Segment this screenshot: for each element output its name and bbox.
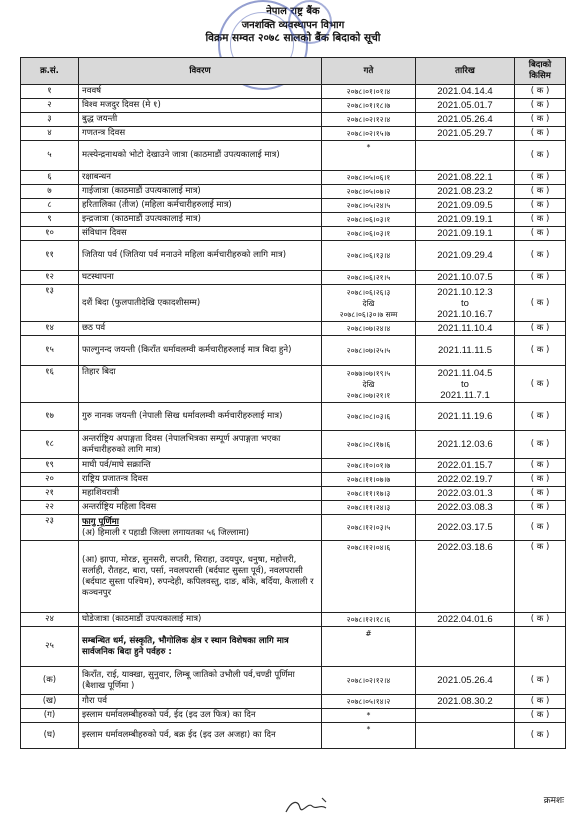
phagu-title: फागु पूर्णिमा <box>82 516 119 527</box>
cell-date: 2021.05.26.4 <box>416 113 515 127</box>
date-mid: to <box>461 378 469 390</box>
cell-date: 2022.01.15.7 <box>416 459 515 473</box>
cell-gate: २०७८।१२।०४।६ <box>322 541 416 613</box>
cell-desc: नववर्ष <box>79 85 322 99</box>
cell-desc: इस्लाम धर्मावलम्बीहरुको पर्व, ईद (इद उल फित्र) का दिन <box>79 709 322 723</box>
cell-sn: १३ <box>21 285 79 322</box>
cell-gate: २०७८।०७।२५।५ <box>322 336 416 366</box>
cell-sn: २५ <box>21 627 79 667</box>
cell-type: ( क ) <box>515 227 566 241</box>
cell-date: 2022.04.01.6 <box>416 613 515 627</box>
cell-sn: १ <box>21 85 79 99</box>
gate-from: २०७८।०६।२६।३ <box>346 287 391 297</box>
document-title: विक्रम सम्वत २०७८ सालको बैंक बिदाको सूची <box>205 32 381 44</box>
col-header-sn: क्र.सं. <box>21 58 79 85</box>
cell-desc: हरितालिका (तीज) (महिला कर्मचारीहरुलाई मात्र) <box>79 199 322 213</box>
cell-type: ( क ) <box>515 473 566 487</box>
cell-type: ( क ) <box>515 99 566 113</box>
cell-type: ( क ) <box>515 213 566 227</box>
cell-type <box>515 627 566 667</box>
cell-date <box>416 285 515 322</box>
cell-desc: महाशिवरात्री <box>79 487 322 501</box>
date-mid: to <box>461 297 469 309</box>
table-row <box>21 487 566 501</box>
cell-desc: तिहार बिदा <box>79 366 322 403</box>
cell-gate: २०७८।०७।२४।४ <box>322 322 416 336</box>
table-row <box>21 667 566 695</box>
table-row <box>21 213 566 227</box>
table-row <box>21 322 566 336</box>
cell-desc: जितिया पर्व (जितिया पर्व मनाउने महिला कर्मचारीहरुको लागि मात्र) <box>79 241 322 271</box>
cell-sn: २० <box>21 473 79 487</box>
cell-gate: २०७८।०६।१३।४ <box>322 241 416 271</box>
cell-sn: (घ) <box>21 723 79 749</box>
document-header <box>0 0 586 52</box>
table-row <box>21 185 566 199</box>
cell-date: 2021.05.29.7 <box>416 127 515 141</box>
cell-desc: गणतन्त्र दिवस <box>79 127 322 141</box>
table-row <box>21 431 566 459</box>
cell-date: 2022.03.18.6 <box>416 541 515 613</box>
cell-type: ( क ) <box>515 185 566 199</box>
cell-sn: १८ <box>21 431 79 459</box>
cell-desc: गुरु नानक जयन्ती (नेपाली सिख धर्मावलम्वी कर्मचारीहरुलाई मात्र) <box>79 403 322 431</box>
cell-sn: ४ <box>21 127 79 141</box>
table-row <box>21 199 566 213</box>
cell-sn: १९ <box>21 459 79 473</box>
cell-sn: ५ <box>21 141 79 171</box>
cell-date: 2021.08.23.2 <box>416 185 515 199</box>
cell-type: ( क ) <box>515 487 566 501</box>
cell-date: 2021.10.07.5 <box>416 271 515 285</box>
cell-gate: २०७८।११।०७।७ <box>322 473 416 487</box>
cell-desc: गौरा पर्व <box>79 695 322 709</box>
cell-desc: राष्ट्रिय प्रजातन्त्र दिवस <box>79 473 322 487</box>
cell-type: ( क ) <box>515 241 566 271</box>
cell-sn: १० <box>21 227 79 241</box>
cell-desc: विश्व मजदुर दिवस (मे १) <box>79 99 322 113</box>
cell-gate: २०७८।१२।१८।६ <box>322 613 416 627</box>
cell-type: ( क ) <box>515 695 566 709</box>
cell-date: 2021.08.22.1 <box>416 171 515 185</box>
table-row <box>21 141 566 171</box>
cell-sn: १२ <box>21 271 79 285</box>
cell-sn <box>21 541 79 613</box>
cell-type: ( क ) <box>515 403 566 431</box>
cell-type: ( क ) <box>515 723 566 749</box>
table-row <box>21 541 566 613</box>
cell-gate: २०७८।०२।१२।४ <box>322 667 416 695</box>
table-row <box>21 613 566 627</box>
cell-sn: ८ <box>21 199 79 213</box>
cell-type: ( क ) <box>515 667 566 695</box>
cell-date <box>416 366 515 403</box>
table-row <box>21 695 566 709</box>
cell-desc: रक्षाबन्धन <box>79 171 322 185</box>
cell-gate: २०७८।०५।०६।१ <box>322 171 416 185</box>
department-name: जनशक्ति व्यवस्थापन विभाग <box>241 20 345 31</box>
cell-date <box>416 141 515 171</box>
gate-from: २०७७।०७।१९।५ <box>346 368 391 378</box>
cell-date: 2022.03.08.3 <box>416 501 515 515</box>
cell-sn: ९ <box>21 213 79 227</box>
cell-desc: किराँत, राई, याक्खा, सुनुवार, लिम्बू जातिको उभौली पर्व,चण्डी पूर्णिमा (बैशाख पूर्णिमा ) <box>79 667 322 695</box>
cell-type: ( क ) <box>515 336 566 366</box>
table-row <box>21 99 566 113</box>
cell-type: ( क ) <box>515 85 566 99</box>
table-row <box>21 627 566 667</box>
cell-gate: २०७८।०५।०७।२ <box>322 185 416 199</box>
cell-date: 2021.11.19.6 <box>416 403 515 431</box>
cell-type: ( क ) <box>515 366 566 403</box>
cell-desc: घोडेजात्रा (काठमाडौं उपत्यकालाई मात्र) <box>79 613 322 627</box>
table-row <box>21 515 566 541</box>
cell-desc: छठ पर्व <box>79 322 322 336</box>
table-header-row <box>21 58 566 85</box>
cell-sn: २ <box>21 99 79 113</box>
table-row <box>21 127 566 141</box>
cell-type: ( क ) <box>515 541 566 613</box>
cell-type: ( क ) <box>515 431 566 459</box>
cell-sn: ६ <box>21 171 79 185</box>
cell-date <box>416 709 515 723</box>
date-from: 2021.10.12.3 <box>437 286 493 298</box>
cell-type: ( क ) <box>515 113 566 127</box>
cell-date: 2021.12.03.6 <box>416 431 515 459</box>
cell-type: ( क ) <box>515 515 566 541</box>
cell-sn: १६ <box>21 366 79 403</box>
cell-type: ( क ) <box>515 171 566 185</box>
cell-gate <box>322 285 416 322</box>
cell-desc: इस्लाम धर्मावलम्बीहरुको पर्व, बक्र ईद (इद उल अजहा) का दिन <box>79 723 322 749</box>
cell-desc: माघी पर्व/माघे सक्रान्ति <box>79 459 322 473</box>
cell-gate: # <box>322 627 416 667</box>
cell-desc <box>79 515 322 541</box>
gate-to: २०७८।०६।३०।७ सम्म <box>339 309 398 319</box>
cell-sn: (ख) <box>21 695 79 709</box>
cell-gate: * <box>322 709 416 723</box>
cell-gate: २०७८।०६।०३।१ <box>322 227 416 241</box>
cell-gate: २०७८।०६।२१।५ <box>322 271 416 285</box>
cell-date: 2022.03.17.5 <box>416 515 515 541</box>
cell-desc: घटस्थापना <box>79 271 322 285</box>
cell-date: 2021.11.10.4 <box>416 322 515 336</box>
table-row <box>21 501 566 515</box>
cell-type: ( क ) <box>515 199 566 213</box>
cell-type: ( क ) <box>515 127 566 141</box>
col-header-type: बिदाको किसिम <box>515 58 566 85</box>
holiday-table <box>20 57 566 749</box>
cell-date: 2021.09.19.1 <box>416 227 515 241</box>
cell-gate <box>322 366 416 403</box>
date-to: 2021.11.7.1 <box>440 389 490 401</box>
cell-gate: २०७८।०२।१२।४ <box>322 113 416 127</box>
cell-gate: २०७८।१२।०३।५ <box>322 515 416 541</box>
cell-date: 2021.05.26.4 <box>416 667 515 695</box>
cell-gate: २०७८।०८।१७।६ <box>322 431 416 459</box>
table-row <box>21 241 566 271</box>
cell-type: ( क ) <box>515 459 566 473</box>
cell-sn: (क) <box>21 667 79 695</box>
table-row <box>21 473 566 487</box>
continued-label: क्रमशः <box>543 796 564 806</box>
date-to: 2021.10.16.7 <box>437 308 493 320</box>
cell-gate: २०७८।११।१७।३ <box>322 487 416 501</box>
cell-type: ( क ) <box>515 501 566 515</box>
cell-date: 2021.04.14.4 <box>416 85 515 99</box>
cell-date <box>416 627 515 667</box>
cell-sn: ११ <box>21 241 79 271</box>
table-row <box>21 336 566 366</box>
cell-sn: २३ <box>21 515 79 541</box>
table-row <box>21 723 566 749</box>
cell-type: ( क ) <box>515 613 566 627</box>
cell-date: 2021.09.29.4 <box>416 241 515 271</box>
gate-mid: देखि <box>362 298 375 308</box>
cell-date <box>416 723 515 749</box>
col-header-desc: विवरण <box>79 58 322 85</box>
cell-desc: फाल्गुनन्द जयन्ती (किराँत धर्मावलम्वी कर्मचारीहरुलाई मात्र बिदा हुने) <box>79 336 322 366</box>
col-header-date: तारिख <box>416 58 515 85</box>
table-row <box>21 285 566 322</box>
cell-gate: २०७८।०६।०३।१ <box>322 213 416 227</box>
cell-gate: * <box>322 141 416 171</box>
cell-desc: मत्स्येन्द्रनाथको भोटो देखाउने जात्रा (काठमाडौं उपत्यकालाई मात्र) <box>79 141 322 171</box>
cell-type: ( क ) <box>515 285 566 322</box>
cell-date: 2021.09.09.5 <box>416 199 515 213</box>
table-row <box>21 113 566 127</box>
cell-gate: २०७८।११।२४।३ <box>322 501 416 515</box>
gate-to: २०७८।०७।२१।१ <box>346 390 391 400</box>
gate-mid: देखि <box>362 379 375 389</box>
cell-date: 2022.02.19.7 <box>416 473 515 487</box>
cell-sn: ३ <box>21 113 79 127</box>
cell-desc: अन्तर्राष्ट्रिय अपाङ्गता दिवस (नेपालभित्रका सम्पूर्ण अपाङ्गता भएका कर्मचारीहरुको लागि मात्र) <box>79 431 322 459</box>
date-from: 2021.11.04.5 <box>437 367 493 379</box>
cell-desc: दशैं बिदा (फुलपातीदेखि एकादशीसम्म) <box>79 285 322 322</box>
phagu-sub-a: (अ) हिमाली र पहाडी जिल्ला लगायतका ५६ जिल्लामा) <box>82 527 250 538</box>
cell-type: ( क ) <box>515 709 566 723</box>
cell-gate: २०७८।०८।०३।६ <box>322 403 416 431</box>
cell-desc: बुद्ध जयन्ती <box>79 113 322 127</box>
cell-sn: ७ <box>21 185 79 199</box>
cell-type: ( क ) <box>515 322 566 336</box>
cell-sn: २४ <box>21 613 79 627</box>
cell-desc: अन्तर्राष्ट्रिय महिला दिवस <box>79 501 322 515</box>
table-row <box>21 366 566 403</box>
cell-date: 2021.05.01.7 <box>416 99 515 113</box>
cell-gate: २०७८।०२।१५।७ <box>322 127 416 141</box>
cell-date: 2021.08.30.2 <box>416 695 515 709</box>
cell-sn: १७ <box>21 403 79 431</box>
table-row <box>21 459 566 473</box>
table-row <box>21 271 566 285</box>
cell-date: 2021.09.19.1 <box>416 213 515 227</box>
cell-desc: गाईजात्रा (काठमाडौं उपत्यकालाई मात्र) <box>79 185 322 199</box>
cell-sn: २१ <box>21 487 79 501</box>
cell-sn: १४ <box>21 322 79 336</box>
cell-sn: १५ <box>21 336 79 366</box>
table-row <box>21 709 566 723</box>
cell-date: 2022.03.01.3 <box>416 487 515 501</box>
cell-sn: २२ <box>21 501 79 515</box>
cell-sn: (ग) <box>21 709 79 723</box>
cell-gate: २०७८।०५।२४।५ <box>322 199 416 213</box>
cell-gate: २०७८।१०।०१।७ <box>322 459 416 473</box>
cell-desc: सम्बन्धित धर्म, संस्कृति, भौगोलिक क्षेत्र र स्थान विशेषका लागि मात्र सार्वजनिक बिदा हुने पर्वहरु : <box>79 627 322 667</box>
cell-desc: (आ) झापा, मोरङ, सुनसरी, सप्तरी, सिराहा, उदयपुर, धनुषा, महोत्तरी, सर्लाही, रौतहट, बारा, पर्सा, नवलपरासी (बर्दघाट सुस्ता पूर्व), नवलपरासी (बर्दघाट सुस्ता पश्चिम), रुपन्देही, कपिलवस्तु, दाङ, बाँके, बर्दिया, कैलाली र कञ्चनपुर <box>79 541 322 613</box>
cell-type: ( क ) <box>515 141 566 171</box>
cell-desc: इन्द्रजात्रा (काठमाडौं उपत्यकालाई मात्र) <box>79 213 322 227</box>
cell-gate: * <box>322 723 416 749</box>
cell-gate: २०७८।०५।१४।२ <box>322 695 416 709</box>
cell-desc: संविधान दिवस <box>79 227 322 241</box>
table-row <box>21 171 566 185</box>
table-row <box>21 227 566 241</box>
cell-gate: २०७८।०१।१८।७ <box>322 99 416 113</box>
org-name: नेपाल राष्ट्र बैंक <box>266 6 320 17</box>
cell-type: ( क ) <box>515 271 566 285</box>
cell-date: 2021.11.11.5 <box>416 336 515 366</box>
table-row <box>21 403 566 431</box>
col-header-gate: गते <box>322 58 416 85</box>
cell-gate: २०७८।०१।०१।४ <box>322 85 416 99</box>
table-row <box>21 85 566 99</box>
signature-icon <box>282 794 342 818</box>
